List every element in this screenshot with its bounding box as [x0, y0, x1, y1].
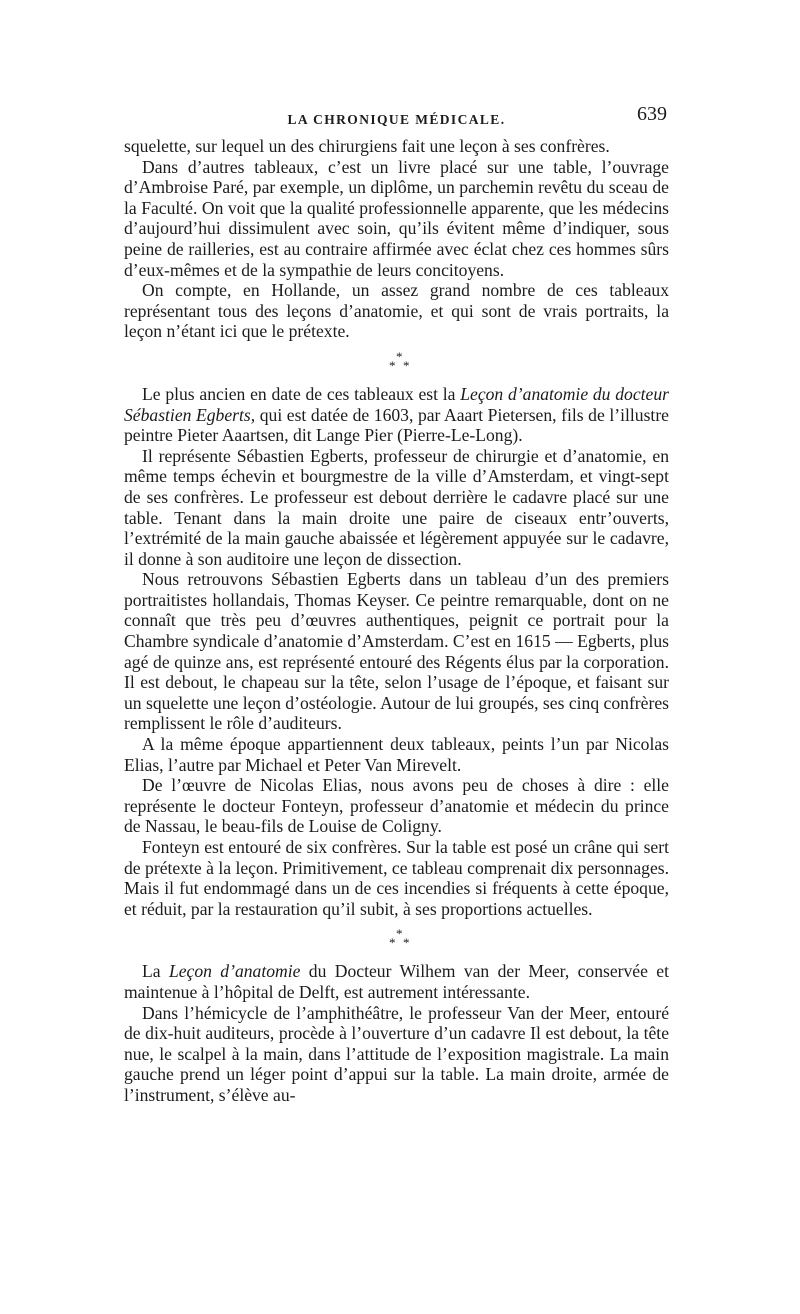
- asterism-star: *: [389, 357, 396, 373]
- section-asterism: [124, 925, 669, 955]
- paragraph-10: [124, 961, 669, 1002]
- paragraph-10-text-end: du Docteur Wilhem van der Meer, conservée et maintenue à l’hôpital de Delft, est autrement intéressante.: [124, 961, 669, 1002]
- paragraph-9: Fonteyn est entouré de six confrères. Sur la table est posé un crâne qui sert de prétexte à la leçon. Primitivement, ce tableau comprenait dix personnages. Mais il fut endommagé dans un de ces incendies si fréquents à cette époque, et réduit, par la restauration qu’il subit, à ses proportions actuelles.: [124, 837, 669, 919]
- page-number: 639: [637, 103, 667, 125]
- section-asterism: [124, 348, 669, 378]
- running-head: [124, 104, 669, 130]
- asterism-star: *: [389, 935, 396, 951]
- paragraph-6: Nous retrouvons Sébastien Egberts dans un tableau d’un des premiers portraitistes hollandais, Thomas Keyser. Ce peintre remarquable, dont on ne connaît que très peu d’œuvres authentiques, peignit ce portrait pour la Chambre syndicale d’anatomie d’Amsterdam. C’est en 1615 — Egberts, plus agé de quinze ans, est représenté entouré des Régents élus par la corporation. Il est debout, le chapeau sur la tête, selon l’usage de l’époque, et faisant sur un squelette une leçon d’ostéologie. Autour de lui groupés, ses cinq confrères remplissent le rôle d’auditeurs.: [124, 569, 669, 734]
- paragraph-2: Dans d’autres tableaux, c’est un livre placé sur une table, l’ouvrage d’Ambroise Paré, par exemple, un diplôme, un parchemin revêtu du sceau de la Faculté. On voit que la qualité professionnelle apparente, que les médecins d’aujourd’hui dissimulent avec soin, qu’ils évitent même d’indiquer, sous peine de railleries, est au contraire affirmée avec éclat chez ces hommes sûrs d’eux-mêmes et de la sympathie de leurs concitoyens.: [124, 156, 669, 280]
- paragraph-3: On compte, en Hollande, un assez grand nombre de ces tableaux représentant tous des leçons d’anatomie, et qui sont de vrais portraits, la leçon n’étant ici que le prétexte.: [124, 280, 669, 342]
- painting-title: Leçon d’anatomie du docteur Sébastien Egberts,: [124, 383, 669, 425]
- paragraph-4-text: Le plus ancien en date de ces tableaux est la: [142, 383, 461, 404]
- paragraph-7: A la même époque appartiennent deux tableaux, peints l’un par Nicolas Elias, l’autre par Michael et Peter Van Mirevelt.: [124, 734, 669, 775]
- running-title: LA CHRONIQUE MÉDICALE.: [287, 112, 506, 127]
- paragraph-1: squelette, sur lequel un des chirurgiens fait une leçon à ses confrères.: [124, 136, 610, 156]
- asterism-star: *: [403, 935, 410, 951]
- paragraph-8: De l’œuvre de Nicolas Elias, nous avons peu de choses à dire : elle représente le docteur Fonteyn, professeur d’anatomie et médecin du prince de Nassau, le beau-fils de Louise de Coligny.: [124, 775, 669, 837]
- asterism-star: *: [396, 348, 403, 364]
- paragraph-5: Il représente Sébastien Egberts, professeur de chirurgie et d’anatomie, en même temps échevin et bourgmestre de la ville d’Amsterdam, et vingt-sept de ses confrères. Le professeur est debout derrière le cadavre placé sur une table. Tenant dans la main droite une paire de ciseaux entr’ouverts, l’extrémité de la main gauche abaissée et légèrement appuyée sur le cadavre, il donne à son auditoire une leçon de dissection.: [124, 445, 669, 569]
- paragraph-4-text-end: qui est datée de 1603, par Aaart Pietersen, fils de l’illustre peintre Pieter Aaartsen, dit Lange Pier (Pierre-Le-Long).: [124, 404, 669, 446]
- paragraph-4: [124, 384, 669, 446]
- paragraph-11: Dans l’hémicycle de l’amphithéâtre, le professeur Van der Meer, entouré de dix-huit auditeurs, procède à l’ouverture d’un cadavre Il est debout, la tête nue, le scalpel à la main, dans l’attitude de l’exposition magistrale. La main gauche prend un léger point d’appui sur la table. La main droite, armée de l’instrument, s’élève au-: [124, 1002, 669, 1105]
- asterism-star: *: [396, 926, 403, 942]
- asterism-star: *: [403, 357, 410, 373]
- painting-title: Leçon d’anatomie: [168, 961, 301, 982]
- book-page: [124, 104, 669, 1106]
- paragraph-10-text: La: [142, 961, 169, 982]
